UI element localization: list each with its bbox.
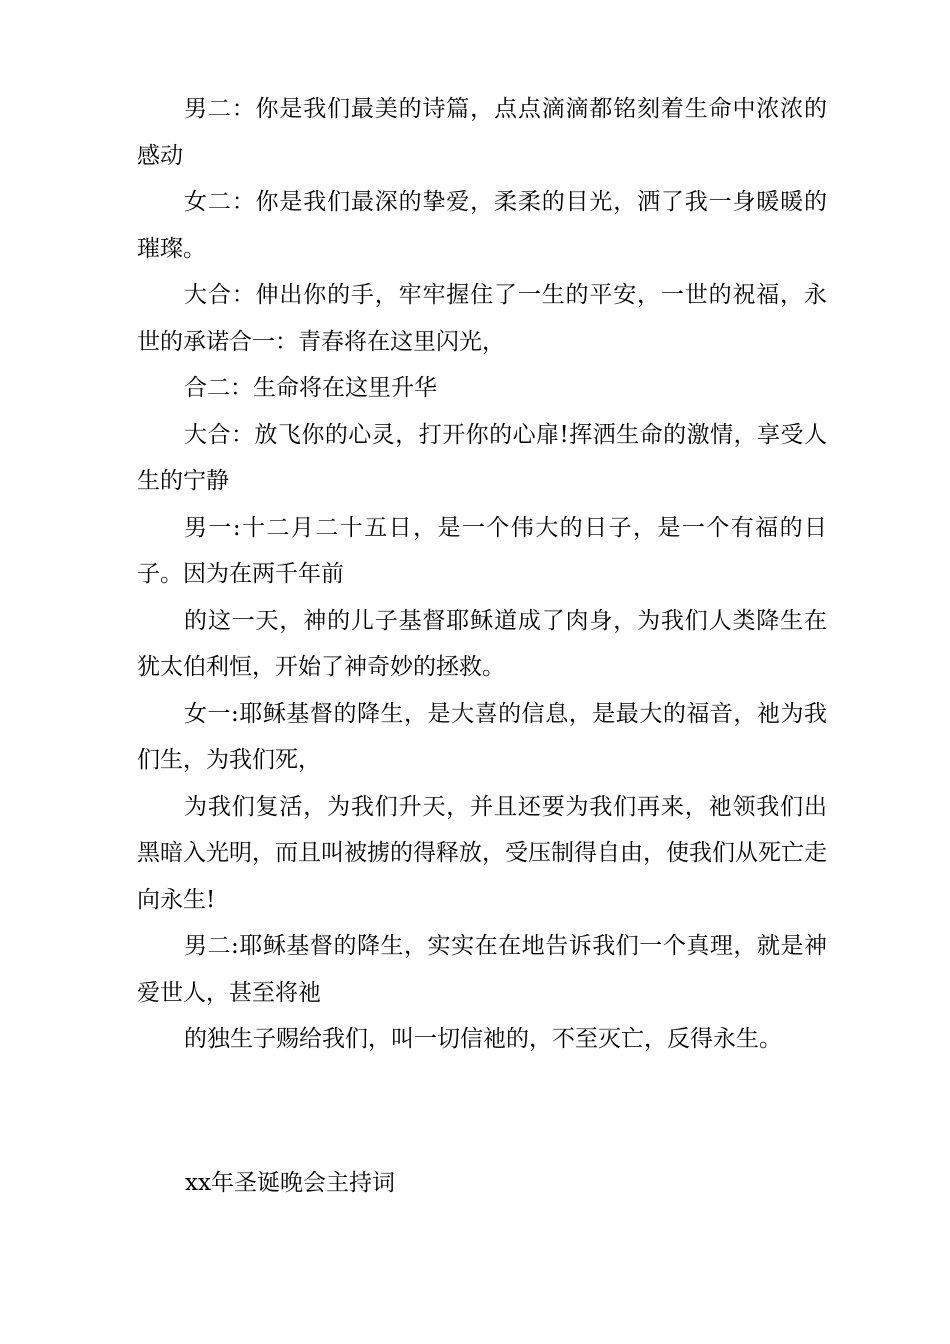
paragraph-8: 女一:耶稣基督的降生，是大喜的信息，是最大的福音，祂为我们生，为我们死， — [137, 700, 827, 773]
paragraph-5: 大合：放飞你的心灵，打开你的心扉!挥洒生命的激情，享受人生的宁静 — [137, 421, 827, 494]
paragraph-11: 的独生子赐给我们，叫一切信祂的，不至灭亡，反得永生。 — [184, 1026, 782, 1052]
paragraph-4: 合二：生命将在这里升华 — [184, 375, 437, 401]
document-body — [137, 86, 827, 1063]
document-footer-title: xx年圣诞晚会主持词 — [185, 1170, 395, 1196]
paragraph-9: 为我们复活，为我们升天，并且还要为我们再来，祂领我们出黑暗入光明，而且叫被掳的得释放，受压制得自由，使我们从死亡走向永生! — [137, 793, 827, 913]
paragraph-3: 大合：伸出你的手，牢牢握住了一生的平安，一世的祝福，永世的承诺合一：青春将在这里闪光， — [137, 282, 827, 355]
paragraph-2: 女二：你是我们最深的挚爱，柔柔的目光，洒了我一身暖暖的璀璨。 — [137, 189, 827, 262]
paragraph-7: 的这一天，神的儿子基督耶稣道成了肉身，为我们人类降生在犹太伯利恒，开始了神奇妙的拯救。 — [137, 607, 827, 680]
paragraph-10: 男二:耶稣基督的降生，实实在在地告诉我们一个真理，就是神爱世人，甚至将祂 — [137, 933, 827, 1006]
paragraph-1: 男二：你是我们最美的诗篇，点点滴滴都铭刻着生命中浓浓的感动 — [137, 96, 827, 169]
paragraph-6: 男一:十二月二十五日，是一个伟大的日子，是一个有福的日子。因为在两千年前 — [137, 514, 827, 587]
